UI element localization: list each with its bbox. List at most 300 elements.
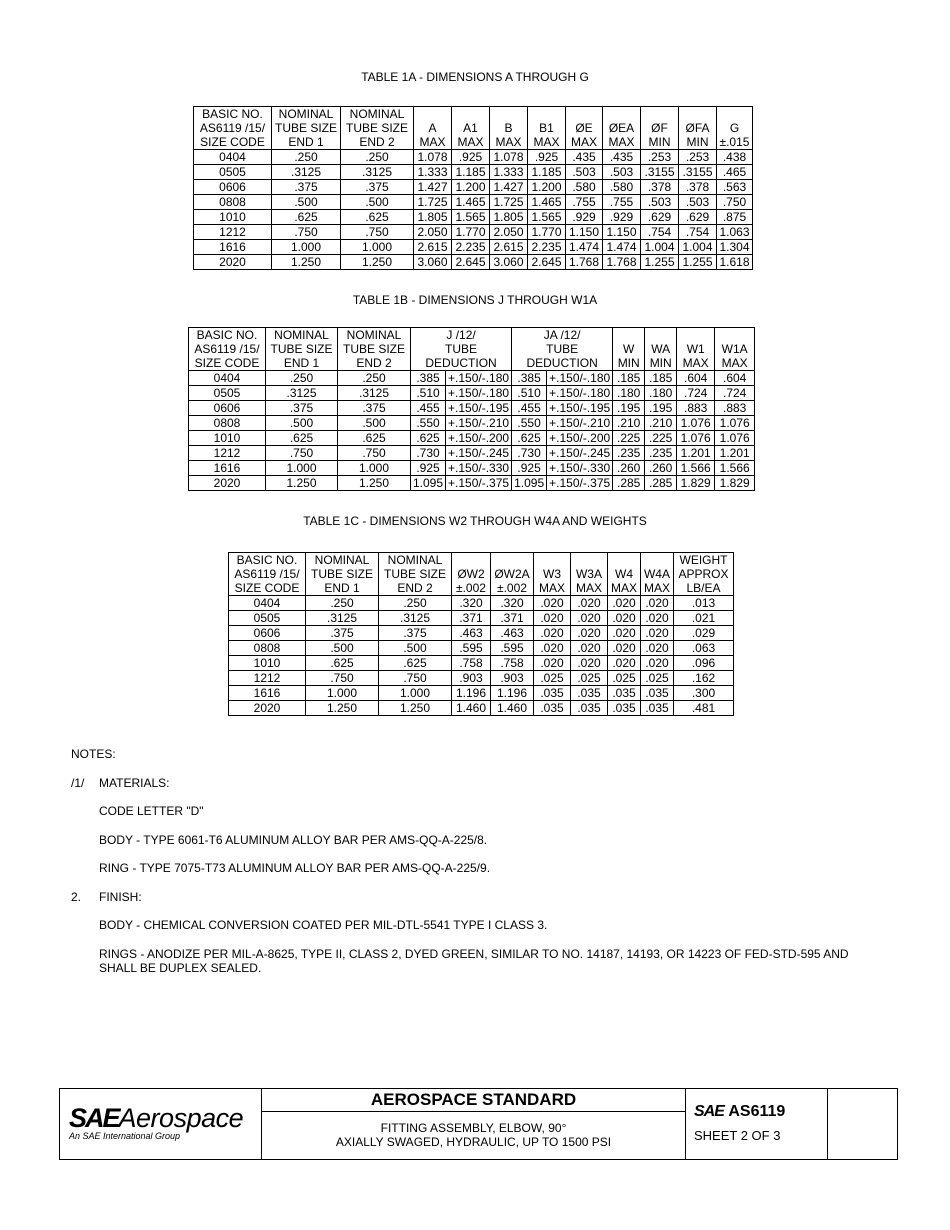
table-cell: 1010 xyxy=(229,656,306,671)
table-cell: .750 xyxy=(272,225,341,240)
column-header xyxy=(266,328,338,371)
table-cell: 1212 xyxy=(229,671,306,686)
table-cell: .903 xyxy=(491,671,534,686)
column-header xyxy=(715,328,755,371)
table-1b xyxy=(188,327,755,491)
table-cell: .503 xyxy=(641,195,679,210)
table-cell: .580 xyxy=(566,180,603,195)
header-line: MIN xyxy=(617,356,640,370)
column-header xyxy=(512,328,613,371)
table-cell: .020 xyxy=(641,611,674,626)
header-line: MIN xyxy=(649,356,672,370)
table-cell: 1.465 xyxy=(452,195,490,210)
table-cell: 1.250 xyxy=(306,701,379,716)
table-row xyxy=(229,686,734,701)
header-line: LB/EA xyxy=(686,581,721,595)
table-cell: .883 xyxy=(677,401,715,416)
header-line: NOMINAL xyxy=(349,107,405,121)
table-cell: 3.060 xyxy=(490,255,528,270)
table-cell: .3125 xyxy=(341,165,414,180)
table-cell: 0808 xyxy=(229,641,306,656)
table-cell: 2.615 xyxy=(490,240,528,255)
table-cell: .013 xyxy=(674,596,734,611)
table-cell: 1.725 xyxy=(490,195,528,210)
note-2-rings-finish: RINGS - ANODIZE PER MIL-A-8625, TYPE II, CLASS 2, DYED GREEN, SIMILAR TO NO. 14187, 14193, OR 14223 OF FED-STD-595 AND SHALL BE DUPLEX SEALED. xyxy=(99,947,849,975)
table-cell: 2.645 xyxy=(452,255,490,270)
table-cell: 1.829 xyxy=(677,476,715,491)
column-header xyxy=(679,107,717,150)
header-line: TUBE SIZE xyxy=(345,121,408,135)
table-cell: .503 xyxy=(603,165,641,180)
table-row xyxy=(229,611,734,626)
table-cell: .250 xyxy=(272,150,341,165)
table-cell: .3125 xyxy=(272,165,341,180)
table-cell: .3125 xyxy=(338,386,411,401)
blank-cell xyxy=(828,1089,897,1159)
column-header xyxy=(717,107,753,150)
logo-sae-mark: SAE xyxy=(69,1103,119,1133)
table-cell: .020 xyxy=(608,611,641,626)
header-line: AS6119 /15/ xyxy=(234,567,300,581)
header-line: BASIC NO. xyxy=(196,328,258,342)
table-cell: 1616 xyxy=(194,240,272,255)
table-cell: .020 xyxy=(608,596,641,611)
title-cell xyxy=(262,1089,686,1159)
header-line: DEDUCTION xyxy=(425,356,497,370)
table-cell: .250 xyxy=(306,596,379,611)
table-cell: .875 xyxy=(717,210,753,225)
table-cell: .3125 xyxy=(306,611,379,626)
table-cell: .035 xyxy=(571,686,608,701)
table-cell: 1.076 xyxy=(715,416,755,431)
header-line: ØEA xyxy=(608,121,635,135)
column-header xyxy=(674,553,734,596)
column-header xyxy=(189,328,266,371)
table-row xyxy=(194,210,753,225)
table-cell: +.150/-.200 xyxy=(547,431,613,446)
table-cell: 1010 xyxy=(194,210,272,225)
table-cell: .595 xyxy=(452,641,491,656)
header-line: A1 xyxy=(463,121,478,135)
table-cell: 1.255 xyxy=(641,255,679,270)
header-line: BASIC NO. xyxy=(236,553,298,567)
table-cell: 1.805 xyxy=(414,210,452,225)
table-cell: .096 xyxy=(674,656,734,671)
table-cell: .020 xyxy=(534,641,571,656)
table-cell: +.150/-.245 xyxy=(547,446,613,461)
table-cell: 0404 xyxy=(189,371,266,386)
table-row xyxy=(229,596,734,611)
table-cell: 0404 xyxy=(229,596,306,611)
table-row xyxy=(194,150,753,165)
table-row xyxy=(189,386,755,401)
header-line: NOMINAL xyxy=(274,328,329,342)
table-cell: .020 xyxy=(641,626,674,641)
table-cell: .378 xyxy=(679,180,717,195)
header-line: MAX xyxy=(495,135,522,149)
table-cell: 1.000 xyxy=(379,686,452,701)
table-cell: .625 xyxy=(266,431,338,446)
header-line: TUBE SIZE xyxy=(270,342,333,356)
table-cell: 1.201 xyxy=(677,446,715,461)
table-cell: .463 xyxy=(491,626,534,641)
table-cell: +.150/-.180 xyxy=(446,371,512,386)
sae-aerospace-logo xyxy=(60,1089,262,1159)
sae-small-logo: SAE xyxy=(694,1103,724,1120)
header-line: END 2 xyxy=(359,135,395,149)
table-cell: .375 xyxy=(272,180,341,195)
table-row xyxy=(189,446,755,461)
table-cell: 1212 xyxy=(189,446,266,461)
table-cell: 1.460 xyxy=(452,701,491,716)
column-header xyxy=(603,107,641,150)
table-cell: .375 xyxy=(338,401,411,416)
table-cell: 1.768 xyxy=(603,255,641,270)
header-line: W4A xyxy=(643,567,670,581)
table-cell: .925 xyxy=(411,461,446,476)
table-cell: .925 xyxy=(528,150,566,165)
table-row xyxy=(229,671,734,686)
table-cell: .235 xyxy=(645,446,677,461)
notes-heading: NOTES: xyxy=(71,747,116,761)
header-line: B xyxy=(504,121,513,135)
header-line: MAX xyxy=(608,135,635,149)
table-cell: .754 xyxy=(641,225,679,240)
table-cell: .253 xyxy=(679,150,717,165)
header-line: TUBE xyxy=(445,342,478,356)
table-cell: .750 xyxy=(266,446,338,461)
table-cell: .503 xyxy=(679,195,717,210)
table-cell: .025 xyxy=(608,671,641,686)
note-2-title: FINISH: xyxy=(99,890,142,904)
header-line: MAX xyxy=(682,356,709,370)
table-cell: .020 xyxy=(608,626,641,641)
header-line: WA xyxy=(651,342,671,356)
table-row xyxy=(189,431,755,446)
table-cell: 1.465 xyxy=(528,195,566,210)
table-cell: .500 xyxy=(266,416,338,431)
table-cell: .435 xyxy=(566,150,603,165)
header-line: MIN xyxy=(686,135,709,149)
table-cell: 0808 xyxy=(194,195,272,210)
table-cell: .285 xyxy=(645,476,677,491)
note-1-marker: /1/ xyxy=(71,776,85,790)
table-row xyxy=(194,225,753,240)
table-cell: .300 xyxy=(674,686,734,701)
standard-heading: AEROSPACE STANDARD xyxy=(262,1089,685,1112)
header-line: SIZE CODE xyxy=(194,356,260,370)
header-line: W1A xyxy=(721,342,748,356)
table-cell: .730 xyxy=(512,446,547,461)
column-header xyxy=(229,553,306,596)
document-number: AS6119 xyxy=(728,1103,786,1120)
table-cell: +.150/-.245 xyxy=(446,446,512,461)
header-line: TUBE xyxy=(546,342,579,356)
table-cell: +.150/-.180 xyxy=(446,386,512,401)
table-cell: .029 xyxy=(674,626,734,641)
table-cell: .455 xyxy=(411,401,446,416)
column-header xyxy=(613,328,645,371)
table-cell: .235 xyxy=(613,446,645,461)
table-cell: 1.460 xyxy=(491,701,534,716)
header-line: TUBE SIZE xyxy=(310,567,373,581)
header-line: NOMINAL xyxy=(314,553,370,567)
table-cell: .925 xyxy=(452,150,490,165)
table-cell: .755 xyxy=(566,195,603,210)
table-cell: .625 xyxy=(341,210,414,225)
table-cell: .625 xyxy=(338,431,411,446)
table-cell: 0606 xyxy=(189,401,266,416)
table-row xyxy=(189,416,755,431)
table-cell: 2020 xyxy=(229,701,306,716)
table-cell: 1.770 xyxy=(528,225,566,240)
table-cell: 1.805 xyxy=(490,210,528,225)
column-header xyxy=(571,553,608,596)
header-line: DEDUCTION xyxy=(526,356,598,370)
table-cell: 2.235 xyxy=(528,240,566,255)
table-row xyxy=(194,255,753,270)
table-cell: .563 xyxy=(717,180,753,195)
column-header xyxy=(645,328,677,371)
table-cell: .750 xyxy=(717,195,753,210)
header-line: A xyxy=(428,121,437,135)
header-line: END 1 xyxy=(283,356,320,370)
table-cell: 1.474 xyxy=(566,240,603,255)
table-cell: 3.060 xyxy=(414,255,452,270)
table-cell: 1616 xyxy=(229,686,306,701)
title-block xyxy=(59,1088,898,1160)
header-line: G xyxy=(729,121,740,135)
table-cell: .375 xyxy=(266,401,338,416)
table-cell: .250 xyxy=(338,371,411,386)
column-header xyxy=(641,107,679,150)
header-line: SIZE CODE xyxy=(200,135,265,149)
header-line: ØW2 xyxy=(457,567,485,581)
table-cell: .629 xyxy=(679,210,717,225)
table-cell: +.150/-.330 xyxy=(446,461,512,476)
table-cell: 1.250 xyxy=(379,701,452,716)
table-cell: .510 xyxy=(512,386,547,401)
table-cell: .750 xyxy=(338,446,411,461)
table-cell: .185 xyxy=(613,371,645,386)
table-cell: .035 xyxy=(641,686,674,701)
table-cell: .625 xyxy=(512,431,547,446)
header-line: MAX xyxy=(457,135,484,149)
table-cell: .730 xyxy=(411,446,446,461)
table-cell: 0505 xyxy=(194,165,272,180)
table-cell: .625 xyxy=(379,656,452,671)
table-cell: .500 xyxy=(338,416,411,431)
header-line: MAX xyxy=(419,135,446,149)
table-cell: .020 xyxy=(571,611,608,626)
table-cell: 1.000 xyxy=(272,240,341,255)
table-cell: .195 xyxy=(613,401,645,416)
column-header xyxy=(566,107,603,150)
column-header xyxy=(641,553,674,596)
table-cell: .550 xyxy=(512,416,547,431)
table-cell: 1.304 xyxy=(717,240,753,255)
table-cell: 1.000 xyxy=(306,686,379,701)
table-cell: 1.185 xyxy=(452,165,490,180)
table-cell: .500 xyxy=(379,641,452,656)
column-header xyxy=(677,328,715,371)
table-cell: .035 xyxy=(608,686,641,701)
table-cell: 1010 xyxy=(189,431,266,446)
table-cell: .180 xyxy=(613,386,645,401)
header-line: APPROX xyxy=(678,567,729,581)
table-cell: .020 xyxy=(534,611,571,626)
table-cell: .500 xyxy=(341,195,414,210)
table-cell: .025 xyxy=(534,671,571,686)
column-header xyxy=(491,553,534,596)
table-cell: 0404 xyxy=(194,150,272,165)
table-row xyxy=(229,626,734,641)
table-cell: .320 xyxy=(452,596,491,611)
table-cell: .285 xyxy=(613,476,645,491)
header-line: TUBE SIZE xyxy=(274,121,337,135)
header-line: END 1 xyxy=(324,581,360,595)
table-cell: 1.725 xyxy=(414,195,452,210)
header-line: BASIC NO. xyxy=(202,107,263,121)
table-1a xyxy=(193,106,753,270)
table-cell: .750 xyxy=(306,671,379,686)
header-line: W1 xyxy=(686,342,705,356)
table-cell: .903 xyxy=(452,671,491,686)
table-cell: 0505 xyxy=(189,386,266,401)
table-cell: .020 xyxy=(534,656,571,671)
table-cell: 1.004 xyxy=(641,240,679,255)
table-row xyxy=(194,165,753,180)
table-cell: .020 xyxy=(608,656,641,671)
column-header xyxy=(452,107,490,150)
table-cell: 1.150 xyxy=(566,225,603,240)
table-row xyxy=(194,180,753,195)
table-cell: .929 xyxy=(566,210,603,225)
header-line: W xyxy=(623,342,635,356)
column-header xyxy=(194,107,272,150)
table-cell: 1.076 xyxy=(715,431,755,446)
table-cell: 1.076 xyxy=(677,431,715,446)
table-cell: .750 xyxy=(379,671,452,686)
table-cell: .500 xyxy=(306,641,379,656)
table-cell: 2.050 xyxy=(490,225,528,240)
table-cell: .3155 xyxy=(679,165,717,180)
table-row xyxy=(229,641,734,656)
table-cell: .035 xyxy=(608,701,641,716)
header-line: NOMINAL xyxy=(387,553,443,567)
table-cell: .925 xyxy=(512,461,547,476)
table-cell: .385 xyxy=(411,371,446,386)
table-cell: 1.250 xyxy=(272,255,341,270)
table-cell: .375 xyxy=(341,180,414,195)
table-cell: +.150/-.210 xyxy=(547,416,613,431)
table-cell: .3155 xyxy=(641,165,679,180)
table-cell: +.150/-.195 xyxy=(547,401,613,416)
table-cell: +.150/-.180 xyxy=(547,371,613,386)
table-cell: .625 xyxy=(411,431,446,446)
table-cell: .375 xyxy=(379,626,452,641)
header-line: END 2 xyxy=(356,356,392,370)
table-row xyxy=(189,461,755,476)
table-row xyxy=(194,240,753,255)
table-cell: .883 xyxy=(715,401,755,416)
table-cell: 1.333 xyxy=(414,165,452,180)
table-cell: .020 xyxy=(641,641,674,656)
table-cell: 1.000 xyxy=(341,240,414,255)
note-2-body-finish: BODY - CHEMICAL CONVERSION COATED PER MIL-DTL-5541 TYPE I CLASS 3. xyxy=(99,918,548,932)
table-cell: +.150/-.330 xyxy=(547,461,613,476)
table-cell: +.150/-.195 xyxy=(446,401,512,416)
table-cell: .595 xyxy=(491,641,534,656)
table-cell: 1212 xyxy=(194,225,272,240)
header-line: TUBE SIZE xyxy=(383,567,446,581)
table-cell: .754 xyxy=(679,225,717,240)
table-cell: 1.076 xyxy=(677,416,715,431)
table-cell: .020 xyxy=(534,596,571,611)
table-cell: .438 xyxy=(717,150,753,165)
table-1c-caption: TABLE 1C - DIMENSIONS W2 THROUGH W4A AND WEIGHTS xyxy=(303,514,647,528)
column-header xyxy=(379,553,452,596)
table-cell: +.150/-.210 xyxy=(446,416,512,431)
table-cell: +.150/-.375 xyxy=(446,476,512,491)
table-cell: 2.615 xyxy=(414,240,452,255)
header-line: ØW2A xyxy=(494,567,530,581)
table-cell: 1.078 xyxy=(414,150,452,165)
table-cell: .250 xyxy=(379,596,452,611)
table-cell: 1.063 xyxy=(717,225,753,240)
header-line: MAX xyxy=(533,135,560,149)
header-line: MAX xyxy=(721,356,748,370)
table-cell: .758 xyxy=(452,656,491,671)
table-cell: 1.201 xyxy=(715,446,755,461)
header-line: W4 xyxy=(615,567,633,581)
table-cell: 2020 xyxy=(189,476,266,491)
header-line: ØF xyxy=(651,121,668,135)
table-cell: .375 xyxy=(306,626,379,641)
header-line: WEIGHT xyxy=(679,553,728,567)
table-cell: .463 xyxy=(452,626,491,641)
table-cell: .020 xyxy=(641,596,674,611)
table-cell: .260 xyxy=(613,461,645,476)
table-cell: .385 xyxy=(512,371,547,386)
table-cell: .185 xyxy=(645,371,677,386)
header-line: ØFA xyxy=(685,121,710,135)
table-cell: .503 xyxy=(566,165,603,180)
table-cell: .063 xyxy=(674,641,734,656)
column-header xyxy=(490,107,528,150)
table-1a-caption: TABLE 1A - DIMENSIONS A THROUGH G xyxy=(361,70,589,84)
table-cell: .371 xyxy=(491,611,534,626)
table-cell: .250 xyxy=(341,150,414,165)
table-cell: 2.645 xyxy=(528,255,566,270)
table-cell: .604 xyxy=(715,371,755,386)
column-header xyxy=(452,553,491,596)
table-cell: 1.078 xyxy=(490,150,528,165)
document-number-cell xyxy=(686,1089,828,1159)
table-cell: .210 xyxy=(645,416,677,431)
table-cell: .020 xyxy=(608,641,641,656)
header-line: NOMINAL xyxy=(346,328,402,342)
table-cell: .253 xyxy=(641,150,679,165)
table-cell: .724 xyxy=(715,386,755,401)
table-cell: .025 xyxy=(641,671,674,686)
table-cell: .020 xyxy=(571,641,608,656)
table-cell: .550 xyxy=(411,416,446,431)
header-line: MIN xyxy=(648,135,671,149)
table-cell: 1.427 xyxy=(414,180,452,195)
header-line: SIZE CODE xyxy=(234,581,300,595)
table-cell: 0808 xyxy=(189,416,266,431)
